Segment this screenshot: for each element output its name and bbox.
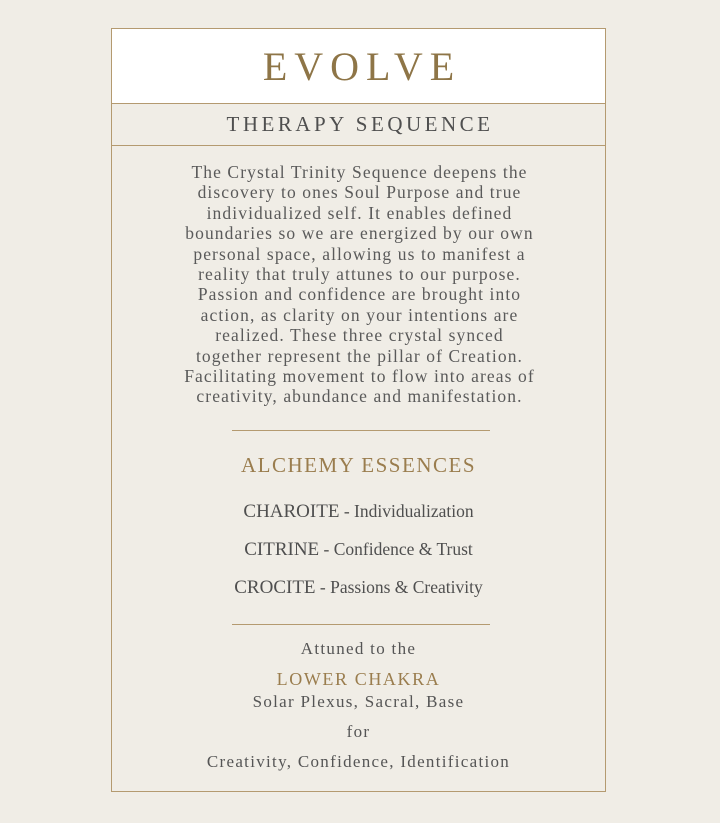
description-line: The Crystal Trinity Sequence deepens the <box>191 162 528 182</box>
essence-item-charoite <box>112 501 605 523</box>
essence-name: CITRINE <box>244 539 320 560</box>
section-divider <box>232 624 490 625</box>
chakra-heading: LOWER CHAKRA <box>276 669 441 689</box>
title-box <box>112 29 605 104</box>
for-text: for <box>346 722 371 741</box>
therapy-card <box>111 28 606 792</box>
essence-item-citrine <box>112 539 605 561</box>
essence-meaning: - Confidence & Trust <box>319 539 473 559</box>
description-line: Facilitating movement to flow into areas of <box>184 366 535 387</box>
description-line: Passion and confidence are brought into <box>197 284 522 305</box>
chakra-list: Solar Plexus, Sacral, Base <box>252 692 465 711</box>
essence-name: CHAROITE <box>243 501 340 522</box>
section-divider <box>232 430 490 431</box>
description-line: action, as clarity on your intentions are <box>200 304 519 325</box>
subtitle-box <box>112 104 605 146</box>
outcomes-text: Creativity, Confidence, Identification <box>206 752 511 771</box>
essence-item-crocite <box>112 577 605 599</box>
essence-meaning: - Individualization <box>339 501 474 521</box>
description-line: realized. These three crystal synced <box>215 325 504 346</box>
essence-name: CROCITE <box>234 577 316 598</box>
essence-meaning: - Passions & Creativity <box>315 577 483 597</box>
description-line: discovery to ones Soul Purpose and true <box>197 182 522 203</box>
description-line: personal space, allowing us to manifest a <box>193 243 526 264</box>
page-title: EVOLVE <box>262 43 462 89</box>
description-line: reality that truly attunes to our purpose. <box>198 264 521 285</box>
description-paragraph <box>136 162 583 407</box>
description-line: boundaries so we are energized by our own <box>185 223 534 244</box>
page-subtitle: THERAPY SEQUENCE <box>226 112 494 136</box>
essences-heading: ALCHEMY ESSENCES <box>241 453 476 477</box>
attuned-intro: Attuned to the <box>300 639 417 658</box>
description-line: individualized self. It enables defined <box>206 202 513 223</box>
description-line: creativity, abundance and manifestation. <box>196 386 523 407</box>
description-line: together represent the pillar of Creation. <box>195 345 524 366</box>
